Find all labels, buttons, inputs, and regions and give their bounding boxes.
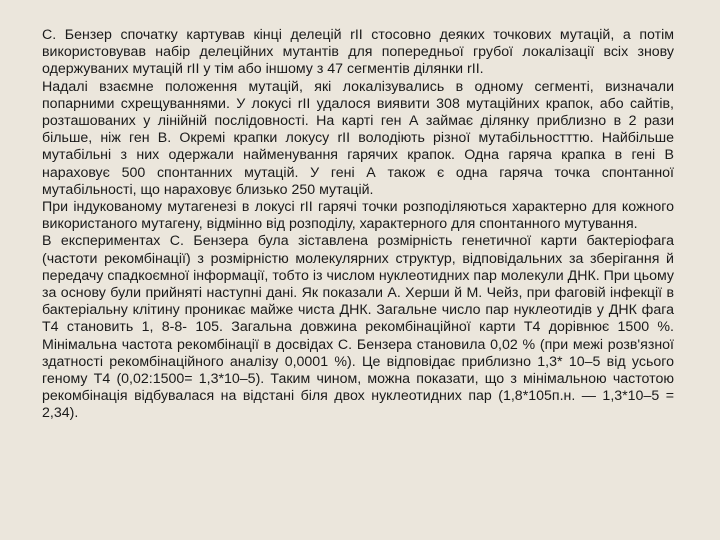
paragraph-mapping-deletions: С. Бензер спочатку картував кінці делецій rII стосовно деяких точкових мутацій, а потім використовував набір делеційних мутантів для попередньої грубої локалізації всіх знову одержуваних мутацій rII у тім або іншому з 47 сегментів ділянки rII. [42, 27, 674, 78]
paragraph-induced-mutagenesis: При індукованому мутагенезі в локусі rII гарячі точки розподіляються характерно для кожного використаного мутагену, відмінно від розподілу, характерного для спонтанного мутування. [42, 199, 674, 233]
body-text [42, 27, 674, 423]
paragraph-mutation-sites: Надалі взаємне положення мутацій, які локалізувались в одному сегменті, визначали попарними схрещуваннями. У локусі rII удалося виявити 308 мутаційних крапок, або сайтів, розташованих у лінійній послідовності. На карті ген А займає ділянку приблизно в 2 рази більше, ніж ген В. Окремі крапки локусу rII володіють різної мутабільностттю. Найбільше мутабільні з них одержали найменування гарячих крапок. Одна гаряча крапка в гені В нараховує 500 спонтанних мутацій. У гені А також є одна гаряча точка спонтанної мутабільності, що нараховує близько 250 мутацій. [42, 78, 674, 198]
paragraph-benzer-experiments: В експериментах С. Бензера була зіставлена розмірність генетичної карти бактеріофага (частоти рекомбінації) з розмірністю молекулярних структур, відповідальних за зберігання й передачу спадкоємної інформації, тобто із числом нуклеотидних пар молекули ДНК. При цьому за основу були прийняті наступні дані. Як показали А. Херши й М. Чейз, при фаговій інфекції в бактеріальну клітину проникає майже чиста ДНК. Загальне число пар нуклеотидів у ДНК фага Т4 становить 1, 8-8- 105. Загальна довжина рекомбінаційної карти Т4 дорівнює 1500 %. Мінімальна частота рекомбінації в досвідах С. Бензера становила 0,02 % (при межі розв'язної здатності рекомбінаційного аналізу 0,0001 %). Це відповідає приблизно 1,3* 10–5 від усього геному Т4 (0,02:1500= 1,3*10–5). Таким чином, можна показати, що з мінімальною частотою рекомбінація відбувалася на відстані біля двох нуклеотидних пар (1,8*105п.н. — 1,3*10–5 = 2,34). [42, 233, 674, 422]
